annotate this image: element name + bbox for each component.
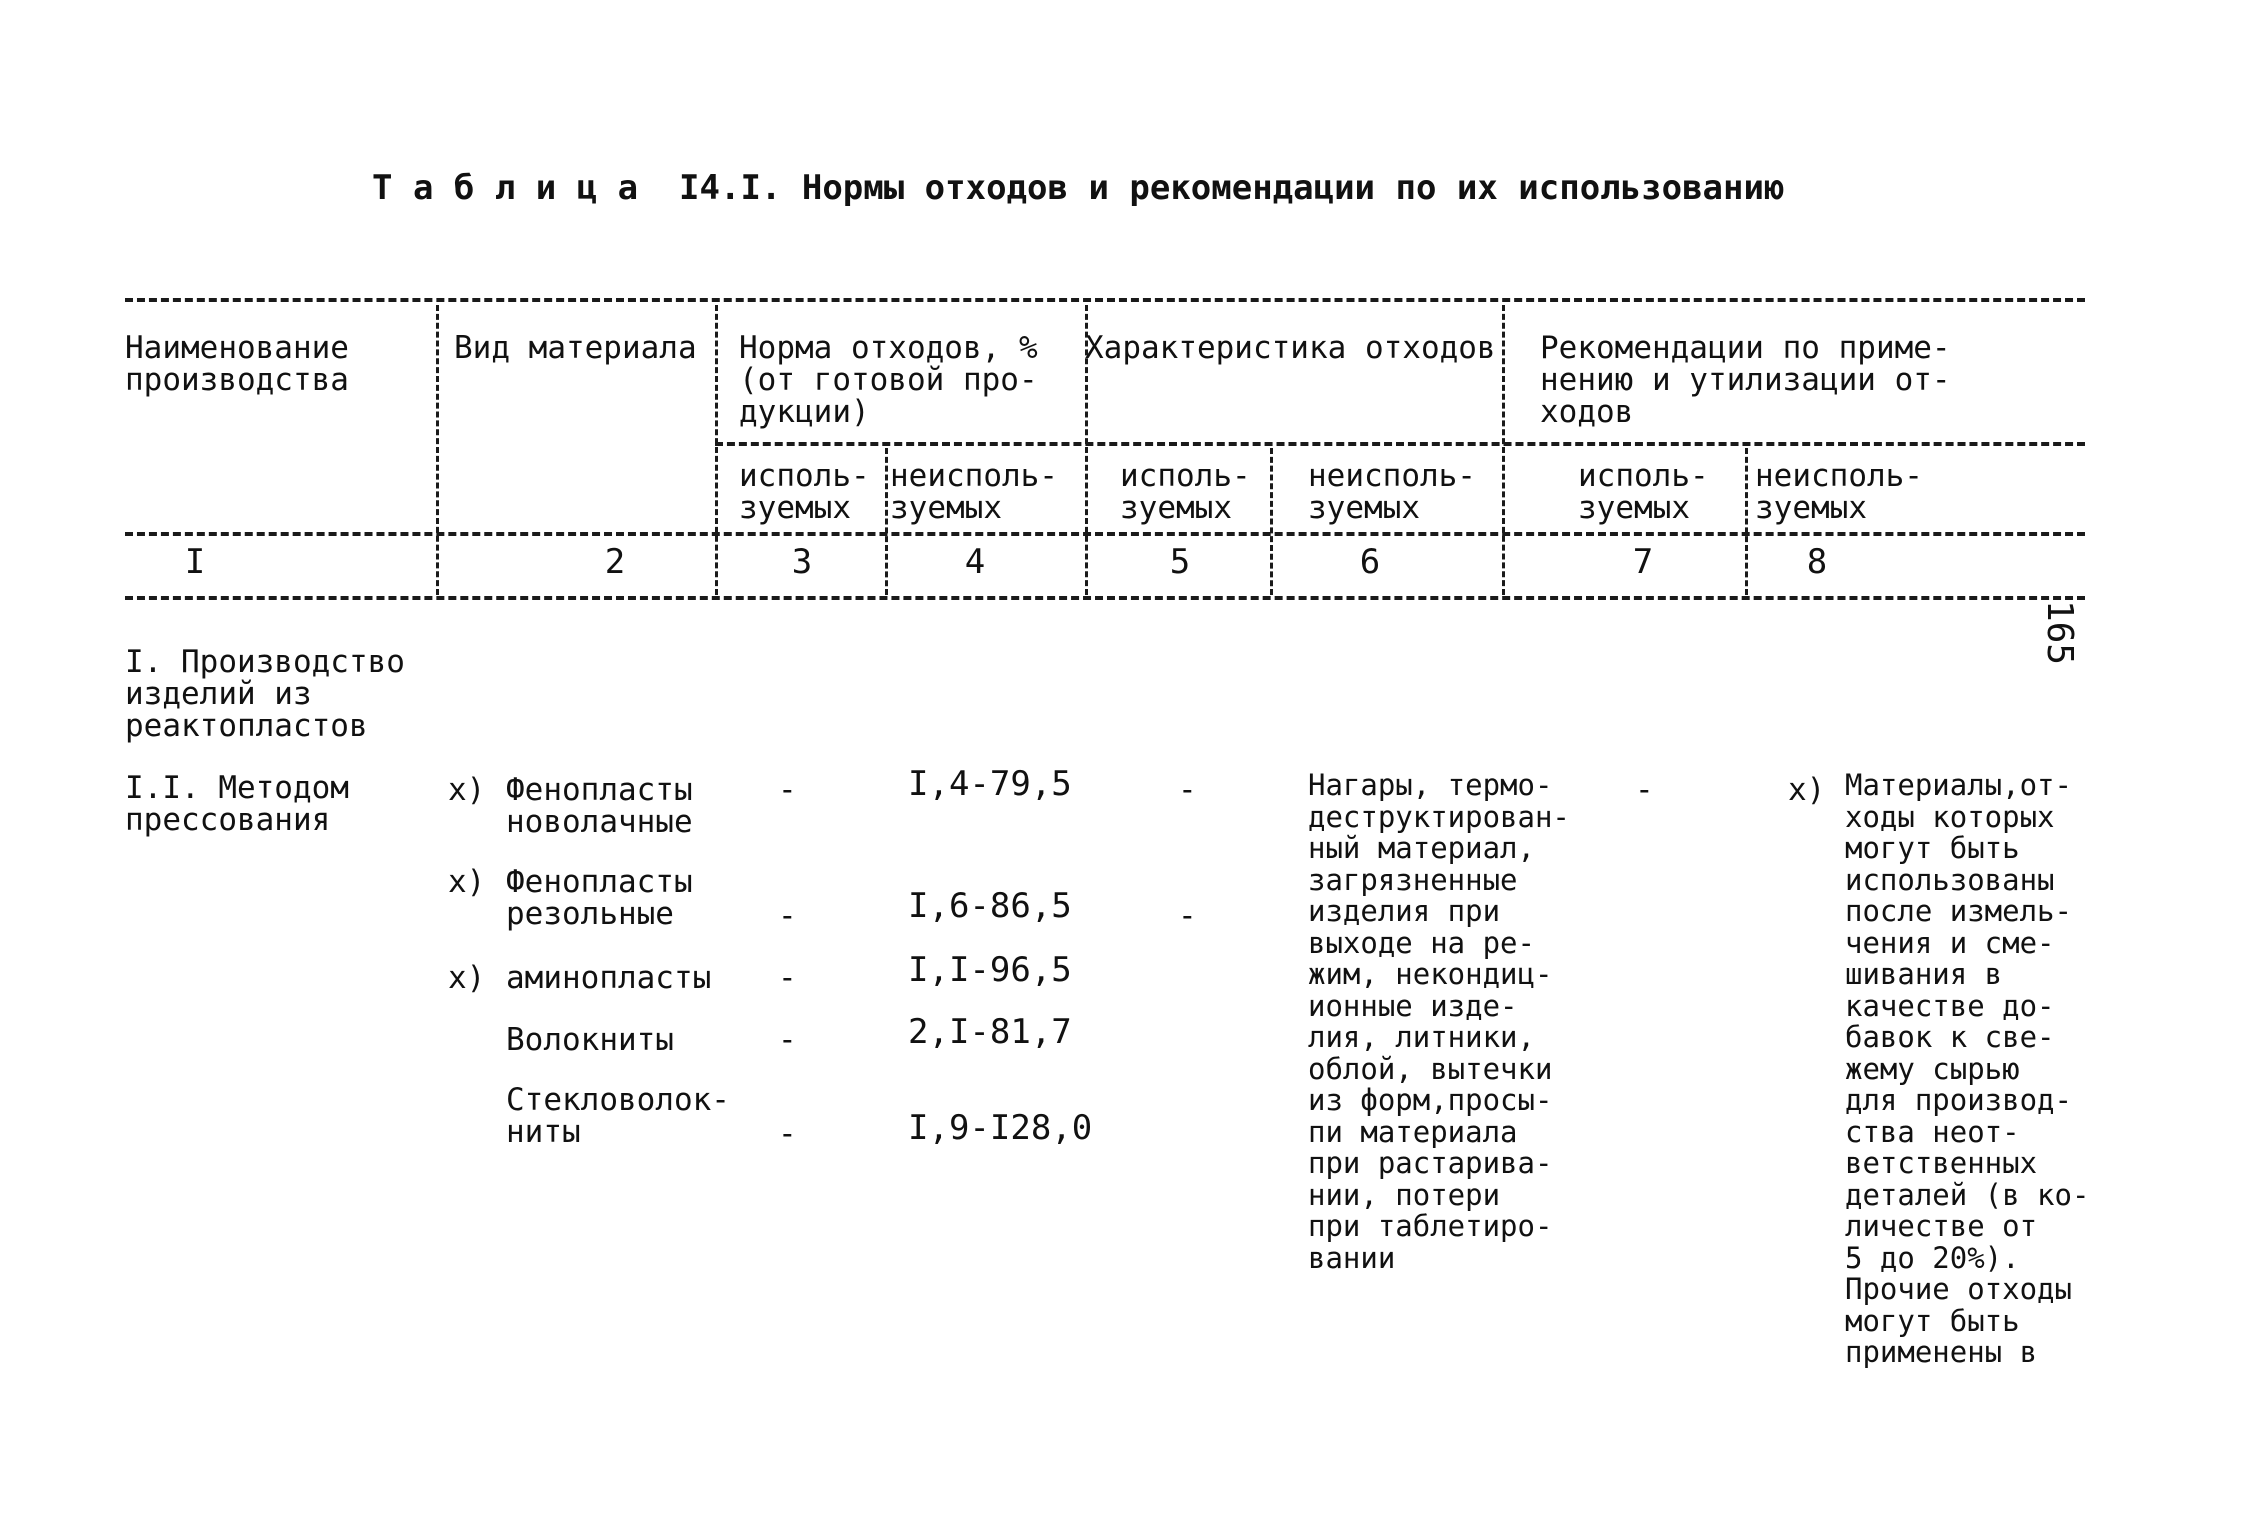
row-material: Фенопласты резольные bbox=[506, 864, 693, 932]
header-rec-used: исполь- зуемых bbox=[1578, 458, 1709, 526]
col-divider-3 bbox=[885, 448, 888, 595]
rec-unused-text: Материалы,от- ходы которых могут быть использованы после измель- чения и сме- шивания в качестве до- бавок к све- жему сырью для производ- ства неот- ветственных деталей (в ко- личестве от 5 до 20%). Прочие отходы могут быть применены в bbox=[1845, 768, 2090, 1369]
header-characteristic: Характеристика отходов bbox=[1085, 330, 1496, 366]
row-material: Стекловолок- ниты bbox=[506, 1082, 730, 1150]
column-number: I bbox=[184, 542, 206, 582]
row-norm-unused: I,I-96,5 bbox=[908, 950, 1072, 990]
column-number: 2 bbox=[604, 542, 626, 582]
row-mark: х) bbox=[448, 864, 486, 900]
row-char-used: - bbox=[1178, 772, 1197, 808]
col-divider-7 bbox=[1745, 448, 1748, 595]
table-title: Т а б л и ц а I4.I. Нормы отходов и рекомендации по их использованию bbox=[372, 168, 1785, 208]
header-norm: Норма отходов, % (от готовой про- дукции) bbox=[739, 330, 1038, 430]
column-number: 3 bbox=[791, 542, 813, 582]
column-number: 7 bbox=[1632, 542, 1654, 582]
row-material: Волокниты bbox=[506, 1022, 674, 1058]
row-norm-unused: 2,I-81,7 bbox=[908, 1012, 1072, 1052]
header-norm-unused: неисполь- зуемых bbox=[890, 458, 1058, 526]
rec-used: - bbox=[1635, 772, 1654, 808]
row-norm-used: - bbox=[778, 772, 797, 808]
header-production: Наименование производства bbox=[125, 330, 349, 398]
row-material: аминопласты bbox=[506, 960, 712, 996]
header-norm-used: исполь- зуемых bbox=[739, 458, 870, 526]
column-number: 8 bbox=[1806, 542, 1828, 582]
header-recommendation: Рекомендации по приме- нению и утилизации от- ходов bbox=[1540, 330, 1951, 430]
row-norm-used: - bbox=[778, 1116, 797, 1152]
row-norm-unused: I,9-I28,0 bbox=[908, 1108, 1093, 1148]
numbers-bottom-rule bbox=[125, 596, 2085, 600]
page-number: 165 bbox=[2039, 600, 2080, 666]
row-norm-used: - bbox=[778, 960, 797, 996]
col-divider-1 bbox=[436, 305, 439, 595]
header-rec-unused: неисполь- зуемых bbox=[1755, 458, 1923, 526]
table-top-rule bbox=[125, 298, 2085, 302]
row-norm-unused: I,6-86,5 bbox=[908, 886, 1072, 926]
col-divider-5 bbox=[1270, 448, 1273, 595]
header-mid-rule bbox=[715, 442, 2085, 446]
row-mark: х) bbox=[448, 772, 486, 808]
row-norm-unused: I,4-79,5 bbox=[908, 764, 1072, 804]
row-material: Фенопласты новолачные bbox=[506, 772, 693, 840]
column-number: 6 bbox=[1359, 542, 1381, 582]
row-char-used: - bbox=[1178, 898, 1197, 934]
col-divider-2 bbox=[715, 305, 718, 595]
row-norm-used: - bbox=[778, 1022, 797, 1058]
subsection-heading: I.I. Методом прессования bbox=[125, 770, 349, 838]
row-mark: х) bbox=[448, 960, 486, 996]
row-norm-used: - bbox=[778, 898, 797, 934]
header-char-unused: неисполь- зуемых bbox=[1308, 458, 1476, 526]
header-material: Вид материала bbox=[454, 330, 697, 366]
col-divider-6 bbox=[1502, 305, 1505, 595]
char-unused-text: Нагары, термо- деструктирован- ный материал, загрязненные изделия при выходе на ре- жим, некондиц- ионные изде- лия, литники, облой, вытечки из форм,просы- пи материала при растарива- нии, потери при таблетиро- вании bbox=[1308, 768, 1570, 1275]
column-number: 5 bbox=[1169, 542, 1191, 582]
section-heading: I. Производство изделий из реактопластов bbox=[125, 644, 405, 744]
column-number: 4 bbox=[964, 542, 986, 582]
header-char-used: исполь- зуемых bbox=[1120, 458, 1251, 526]
header-bottom-rule bbox=[125, 532, 2085, 536]
rec-mark: х) bbox=[1788, 772, 1826, 808]
